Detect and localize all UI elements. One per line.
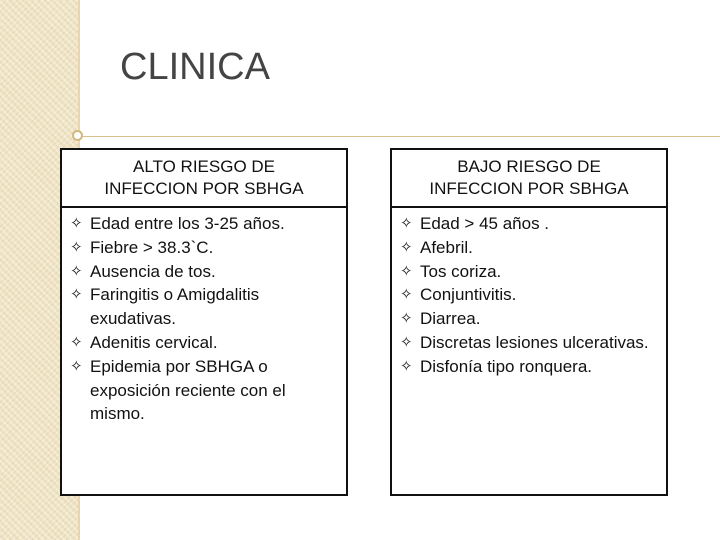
list-item-text: Discretas lesiones ulcerativas. — [420, 332, 649, 352]
four-pointed-star-icon: ✧ — [400, 285, 413, 304]
list-item — [400, 260, 666, 284]
title-rule-dot — [72, 130, 83, 141]
list-item — [400, 331, 666, 355]
four-pointed-star-icon: ✧ — [70, 332, 83, 351]
list-item — [70, 331, 346, 355]
list-item-text: Edad entre los 3-25 años. — [90, 214, 285, 233]
high-risk-panel — [60, 148, 348, 496]
four-pointed-star-icon: ✧ — [400, 356, 413, 375]
list-item-text: Diarrea. — [420, 309, 481, 329]
list-item — [400, 236, 666, 260]
list-item — [400, 283, 666, 307]
list-item-text: Conjuntivitis. — [420, 285, 517, 305]
slide-title: CLINICA — [120, 46, 270, 88]
four-pointed-star-icon: ✧ — [70, 356, 83, 375]
list-item — [70, 283, 346, 331]
list-item-text: Fiebre > 38.3`C. — [90, 237, 214, 257]
low-risk-panel — [390, 148, 668, 496]
high-risk-header — [62, 150, 346, 208]
list-item — [400, 212, 666, 236]
four-pointed-star-icon: ✧ — [400, 237, 413, 256]
title-underline — [78, 136, 720, 137]
list-item-text: Edad > 45 años . — [420, 214, 550, 233]
four-pointed-star-icon: ✧ — [400, 332, 413, 351]
list-item-text: Faringitis o Amigdalitis exudativas. — [90, 285, 260, 329]
list-item — [70, 212, 346, 236]
high-risk-criteria-list — [62, 208, 346, 426]
four-pointed-star-icon: ✧ — [70, 237, 83, 256]
list-item-text: Tos coriza. — [420, 261, 502, 281]
high-risk-header-line2: INFECCION POR SBHGA — [104, 179, 304, 198]
list-item-text: Adenitis cervical. — [90, 332, 218, 352]
low-risk-header — [392, 150, 666, 208]
list-item — [400, 355, 666, 379]
list-item-text: Afebril. — [420, 237, 473, 257]
list-item-text: Ausencia de tos. — [90, 261, 216, 281]
low-risk-header-line1: BAJO RIESGO DE — [457, 157, 601, 176]
list-item — [400, 307, 666, 331]
four-pointed-star-icon: ✧ — [400, 261, 413, 280]
four-pointed-star-icon: ✧ — [400, 214, 413, 232]
low-risk-criteria-list — [392, 208, 666, 379]
four-pointed-star-icon: ✧ — [400, 309, 413, 328]
list-item — [70, 236, 346, 260]
four-pointed-star-icon: ✧ — [70, 285, 83, 304]
list-item-text: Epidemia por SBHGA o exposición reciente con el mismo. — [90, 356, 286, 424]
list-item-text: Disfonía tipo ronquera. — [420, 356, 592, 376]
four-pointed-star-icon: ✧ — [70, 261, 83, 280]
list-item — [70, 355, 346, 426]
low-risk-header-line2: INFECCION POR SBHGA — [429, 179, 629, 198]
list-item — [70, 260, 346, 284]
four-pointed-star-icon: ✧ — [70, 214, 83, 232]
high-risk-header-line1: ALTO RIESGO DE — [132, 157, 276, 176]
